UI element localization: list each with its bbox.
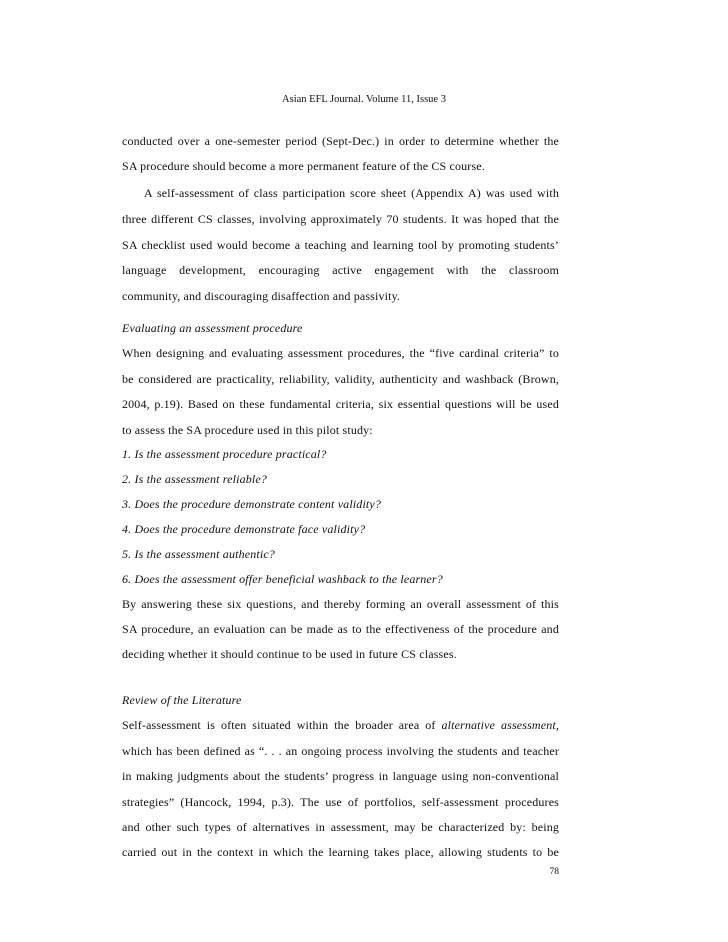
body-text-line: SA checklist used would become a teaching and learning tool by promoting students’ (122, 238, 559, 252)
section-heading: Evaluating an assessment procedure (122, 321, 303, 335)
question-item: 5. Is the assessment authentic? (122, 547, 275, 561)
running-header: Asian EFL Journal. Volume 11, Issue 3 (282, 94, 446, 105)
body-text-line: language development, encouraging active engagement with the classroom (122, 263, 559, 277)
body-text-line: three different CS classes, involving approximately 70 students. It was hoped that the (122, 212, 559, 226)
body-text-line: in making judgments about the students’ progress in language using non-conventional (122, 769, 559, 783)
body-text-line: be considered are practicality, reliability, validity, authenticity and washback (Brown, (122, 372, 559, 386)
body-text-line: strategies” (Hancock, 1994, p.3). The use of portfolios, self-assessment procedures (122, 795, 559, 809)
question-item: 3. Does the procedure demonstrate content validity? (122, 497, 382, 511)
question-item: 2. Is the assessment reliable? (122, 472, 268, 486)
question-item: 4. Does the procedure demonstrate face validity? (122, 522, 366, 536)
body-text-line: SA procedure should become a more permanent feature of the CS course. (122, 159, 485, 173)
body-text-line: By answering these six questions, and thereby forming an overall assessment of this (122, 597, 559, 611)
body-text-line: carried out in the context in which the learning takes place, allowing students to be (122, 845, 559, 859)
body-text-line: 2004, p.19). Based on these fundamental criteria, six essential questions will be used (122, 397, 559, 411)
question-item: 1. Is the assessment procedure practical? (122, 447, 327, 461)
question-item: 6. Does the assessment offer beneficial washback to the learner? (122, 572, 443, 586)
body-text-line: and other such types of alternatives in assessment, may be characterized by: being (122, 820, 559, 834)
section-heading: Review of the Literature (122, 693, 242, 707)
page-number: 78 (549, 867, 559, 877)
body-text-line (122, 717, 559, 733)
body-text-line: When designing and evaluating assessment procedures, the “five cardinal criteria” to (122, 346, 559, 360)
body-text-line: to assess the SA procedure used in this pilot study: (122, 423, 373, 437)
body-text-line: deciding whether it should continue to be used in future CS classes. (122, 647, 457, 661)
text-run: , (555, 718, 559, 732)
body-text-line: A self-assessment of class participation score sheet (Appendix A) was used with (144, 186, 559, 200)
body-text-line: SA procedure, an evaluation can be made as to the effectiveness of the procedure and (122, 622, 559, 636)
body-text-line: which has been defined as “. . . an ongoing process involving the students and teacher (122, 744, 559, 758)
body-text-line: community, and discouraging disaffection and passivity. (122, 289, 401, 303)
emphasized-term: alternative assessment (441, 718, 556, 732)
body-text-line: conducted over a one-semester period (Sept-Dec.) in order to determine whether the (122, 134, 559, 148)
text-run: Self-assessment is often situated within the broader area of (122, 718, 436, 732)
